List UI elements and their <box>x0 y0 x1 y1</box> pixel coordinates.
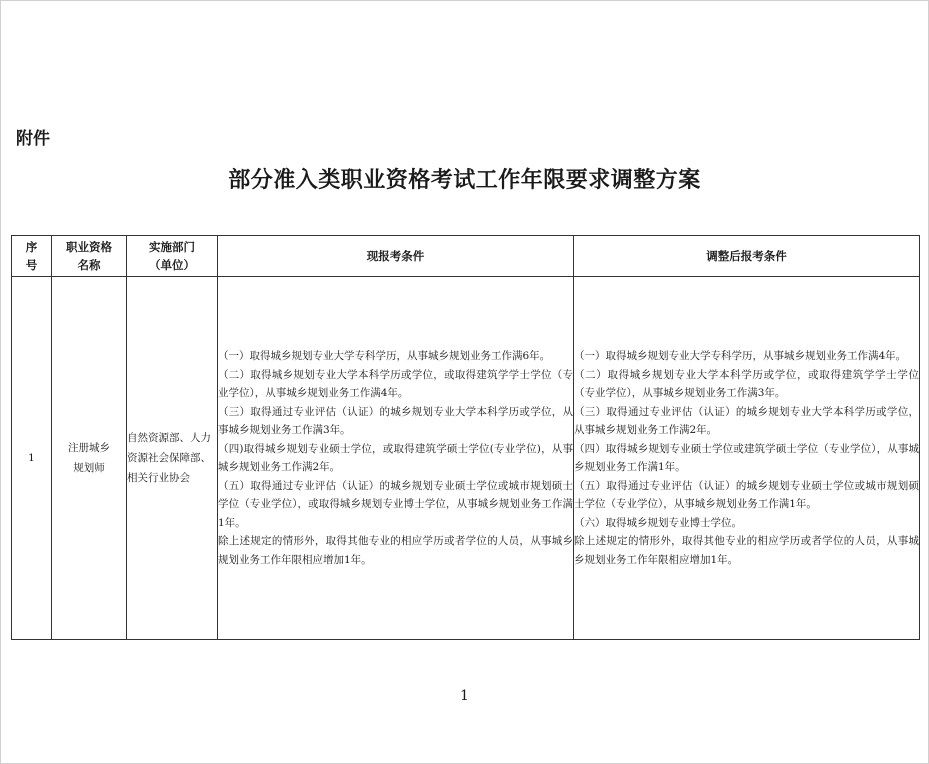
current-condition-2: （二）取得城乡规划专业大学本科学历或学位，或取得建筑学学士学位（专业学位），从事城乡规划业务工作满4年。 <box>218 368 573 399</box>
attachment-label: 附件 <box>16 129 50 149</box>
current-condition-5: （五）取得通过专业评估（认证）的城乡规划专业硕士学位或城市规划硕士学位（专业学位），或取得城乡规划专业博士学位，从事城乡规划业务工作满1年。 <box>218 479 573 529</box>
current-condition-4: （四)取得城乡规划专业硕士学位，或取得建筑学硕士学位(专业学位)，从事城乡规划业务工作满2年。 <box>218 442 573 473</box>
row-qualification <box>52 277 127 640</box>
row-current-conditions <box>218 277 574 640</box>
row-qual-line2: 规划师 <box>73 462 105 474</box>
header-adjusted-conditions: 调整后报考条件 <box>574 236 920 277</box>
header-current-conditions: 现报考条件 <box>218 236 574 277</box>
header-seq <box>12 236 52 277</box>
current-condition-note: 除上述规定的情形外，取得其他专业的相应学历或者学位的人员，从事城乡规划业务工作年限相应增加1年。 <box>218 535 573 566</box>
requirements-table <box>11 235 920 640</box>
row-qual-line1: 注册城乡 <box>68 442 110 454</box>
current-condition-3: （三）取得通过专业评估（认证）的城乡规划专业大学本科学历或学位，从事城乡规划业务工作满3年。 <box>218 405 573 436</box>
header-qualification <box>52 236 127 277</box>
row-adjusted-conditions <box>574 277 920 640</box>
adjusted-condition-4: （四）取得城乡规划专业硕士学位或建筑学硕士学位（专业学位），从事城乡规划业务工作满1年。 <box>574 442 919 473</box>
page-number: 1 <box>460 688 469 704</box>
table-row <box>12 277 920 640</box>
adjusted-condition-1: （一）取得城乡规划专业大学专科学历，从事城乡规划业务工作满4年。 <box>574 350 907 362</box>
row-seq: 1 <box>12 277 52 640</box>
adjusted-condition-5: （五）取得通过专业评估（认证）的城乡规划专业硕士学位或城市规划硕士学位（专业学位），从事城乡规划业务工作满1年。 <box>574 479 919 510</box>
header-qual-line1: 职业资格 <box>66 240 112 254</box>
header-seq-line2: 号 <box>25 258 38 272</box>
current-condition-1: （一）取得城乡规划专业大学专科学历，从事城乡规划业务工作满6年。 <box>218 350 551 362</box>
header-dept-line1: 实施部门 <box>149 240 195 254</box>
document-title: 部分准入类职业资格考试工作年限要求调整方案 <box>228 168 701 193</box>
table-header-row <box>12 236 920 277</box>
adjusted-condition-note: 除上述规定的情形外，取得其他专业的相应学历或者学位的人员，从事城乡规划业务工作年限相应增加1年。 <box>574 535 919 566</box>
adjusted-condition-2: （二）取得城乡规划专业大学本科学历或学位，或取得建筑学学士学位（专业学位），从事城乡规划业务工作满3年。 <box>574 368 919 399</box>
header-qual-line2: 名称 <box>77 258 101 272</box>
adjusted-condition-6: （六）取得城乡规划专业博士学位。 <box>574 516 742 529</box>
header-department <box>127 236 218 277</box>
row-department: 自然资源部、人力资源社会保障部、相关行业协会 <box>127 277 218 640</box>
header-dept-line2: （单位） <box>149 258 195 272</box>
header-seq-line1: 序 <box>25 240 38 254</box>
adjusted-condition-3: （三）取得通过专业评估（认证）的城乡规划专业大学本科学历或学位，从事城乡规划业务工作满2年。 <box>574 405 919 436</box>
